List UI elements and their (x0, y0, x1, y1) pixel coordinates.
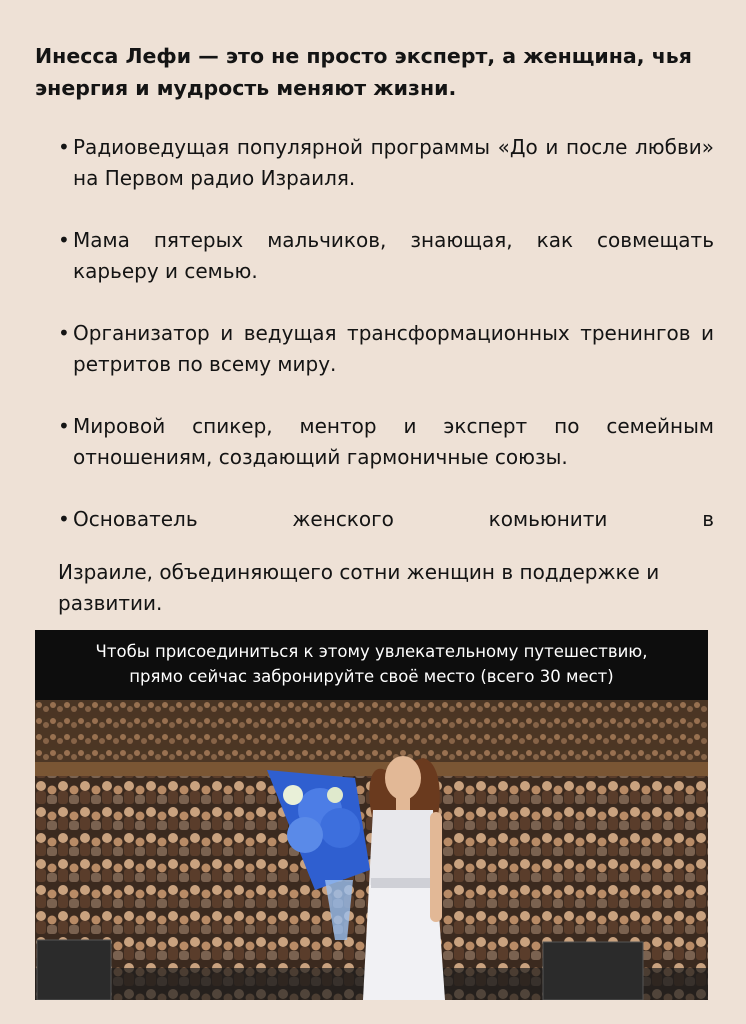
list-item-text: Основатель женского комьюнити в (73, 507, 714, 531)
bullet-marker: • (58, 228, 70, 252)
booking-banner-line-2: прямо сейчас забронируйте своё место (всего 30 мест) (129, 667, 614, 686)
list-item-text: Радиоведущая популярной программы «До и после любви» на Первом радио Израиля. (73, 135, 714, 190)
list-item-text: Мировой спикер, ментор и эксперт по семейным отношениям, создающий гармоничные союзы. (73, 414, 714, 469)
bullet-marker: • (58, 414, 70, 438)
list-item (58, 132, 714, 194)
heading: Инесса Лефи — это не просто эксперт, а женщина, чья энергия и мудрость меняют жизни. (35, 44, 692, 100)
bio-list (58, 132, 714, 535)
list-item (58, 504, 714, 535)
stage-photo (35, 700, 708, 1000)
stage-photo-illustration (35, 700, 708, 1000)
list-item (58, 225, 714, 287)
list-item (58, 411, 714, 473)
bullet-marker: • (58, 135, 70, 159)
booking-banner-line-1: Чтобы присоединиться к этому увлекательному путешествию, (95, 642, 648, 661)
list-item-text: Мама пятерых мальчиков, знающая, как совмещать карьеру и семью. (73, 228, 714, 283)
list-item-text: Организатор и ведущая трансформационных тренингов и ретритов по всему миру. (73, 321, 714, 376)
booking-banner (35, 630, 708, 700)
balcony-crowd (35, 700, 708, 770)
bullet-marker: • (58, 507, 70, 531)
list-item (58, 318, 714, 380)
stage-monitor-right (543, 942, 643, 1000)
speaker-figure (363, 756, 445, 1000)
list-item-continuation: Израиле, объединяющего сотни женщин в поддержке и развитии. (58, 560, 660, 615)
bullet-marker: • (58, 321, 70, 345)
balcony-rail (35, 762, 708, 776)
stage-monitor-left (37, 940, 111, 1000)
